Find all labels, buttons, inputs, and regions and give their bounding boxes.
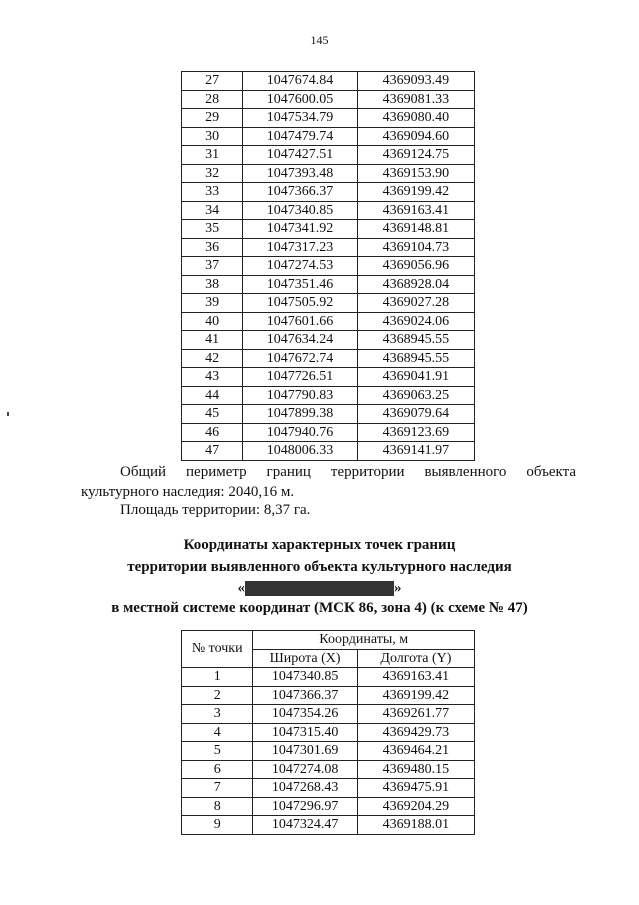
quote-open: « bbox=[237, 580, 245, 596]
latitude-cell: 1047634.24 bbox=[243, 331, 357, 350]
point-number-cell: 27 bbox=[182, 72, 243, 91]
point-number-cell: 2 bbox=[182, 686, 253, 705]
latitude-cell: 1047268.43 bbox=[253, 779, 357, 798]
latitude-cell: 1047601.66 bbox=[243, 312, 357, 331]
table-body bbox=[182, 72, 475, 461]
longitude-cell: 4369079.64 bbox=[357, 405, 474, 424]
latitude-cell: 1047672.74 bbox=[243, 349, 357, 368]
longitude-cell: 4369104.73 bbox=[357, 238, 474, 257]
point-number-cell: 29 bbox=[182, 109, 243, 128]
longitude-cell: 4369027.28 bbox=[357, 294, 474, 313]
point-number-cell: 28 bbox=[182, 90, 243, 109]
longitude-cell: 4369148.81 bbox=[357, 220, 474, 239]
longitude-cell: 4369124.75 bbox=[357, 146, 474, 165]
table-row bbox=[182, 109, 475, 128]
area-text: Площадь территории: 8,37 га. bbox=[120, 502, 311, 518]
point-number-cell: 1 bbox=[182, 668, 253, 687]
point-number-cell: 41 bbox=[182, 331, 243, 350]
longitude-cell: 4369080.40 bbox=[357, 109, 474, 128]
quote-close: » bbox=[394, 580, 402, 596]
latitude-cell: 1047427.51 bbox=[243, 146, 357, 165]
longitude-cell: 4369261.77 bbox=[357, 705, 474, 724]
latitude-cell: 1047317.23 bbox=[243, 238, 357, 257]
latitude-cell: 1047340.85 bbox=[243, 201, 357, 220]
point-number-cell: 5 bbox=[182, 742, 253, 761]
section-heading-object-name bbox=[0, 578, 639, 598]
longitude-cell: 4369475.91 bbox=[357, 779, 474, 798]
table-row bbox=[182, 797, 475, 816]
longitude-cell: 4369063.25 bbox=[357, 386, 474, 405]
longitude-cell: 4368928.04 bbox=[357, 275, 474, 294]
scan-speck bbox=[7, 412, 9, 416]
point-number-cell: 32 bbox=[182, 164, 243, 183]
header-coordinates: Координаты, м bbox=[253, 631, 475, 650]
longitude-cell: 4369188.01 bbox=[357, 816, 474, 835]
table-row bbox=[182, 220, 475, 239]
latitude-cell: 1047600.05 bbox=[243, 90, 357, 109]
table-row bbox=[182, 723, 475, 742]
longitude-cell: 4369204.29 bbox=[357, 797, 474, 816]
latitude-cell: 1047351.46 bbox=[243, 275, 357, 294]
table-row bbox=[182, 72, 475, 91]
latitude-cell: 1047366.37 bbox=[243, 183, 357, 202]
point-number-cell: 33 bbox=[182, 183, 243, 202]
table-row bbox=[182, 349, 475, 368]
table-header bbox=[182, 631, 475, 668]
coordinates-table bbox=[181, 630, 475, 835]
table-row bbox=[182, 668, 475, 687]
table-row bbox=[182, 423, 475, 442]
longitude-cell: 4369163.41 bbox=[357, 201, 474, 220]
point-number-cell: 8 bbox=[182, 797, 253, 816]
point-number-cell: 46 bbox=[182, 423, 243, 442]
latitude-cell: 1047899.38 bbox=[243, 405, 357, 424]
longitude-cell: 4369093.49 bbox=[357, 72, 474, 91]
point-number-cell: 37 bbox=[182, 257, 243, 276]
latitude-cell: 1047479.74 bbox=[243, 127, 357, 146]
latitude-cell: 1047274.08 bbox=[253, 760, 357, 779]
point-number-cell: 38 bbox=[182, 275, 243, 294]
point-number-cell: 42 bbox=[182, 349, 243, 368]
table-row bbox=[182, 686, 475, 705]
table-row bbox=[182, 257, 475, 276]
latitude-cell: 1048006.33 bbox=[243, 442, 357, 461]
point-number-cell: 34 bbox=[182, 201, 243, 220]
latitude-cell: 1047301.69 bbox=[253, 742, 357, 761]
table-row bbox=[182, 127, 475, 146]
point-number-cell: 9 bbox=[182, 816, 253, 835]
point-number-cell: 39 bbox=[182, 294, 243, 313]
header-point-number: № точки bbox=[182, 631, 253, 668]
table-row bbox=[182, 705, 475, 724]
point-number-cell: 30 bbox=[182, 127, 243, 146]
latitude-cell: 1047340.85 bbox=[253, 668, 357, 687]
section-heading-line1: Координаты характерных точек границ bbox=[183, 537, 456, 553]
latitude-cell: 1047341.92 bbox=[243, 220, 357, 239]
perimeter-text: Общий периметр границ территории выявленного объекта bbox=[120, 464, 576, 480]
longitude-cell: 4369123.69 bbox=[357, 423, 474, 442]
longitude-cell: 4369480.15 bbox=[357, 760, 474, 779]
header-longitude: Долгота (Y) bbox=[357, 649, 474, 668]
latitude-cell: 1047315.40 bbox=[253, 723, 357, 742]
longitude-cell: 4369199.42 bbox=[357, 686, 474, 705]
table-row bbox=[182, 331, 475, 350]
table-row bbox=[182, 238, 475, 257]
latitude-cell: 1047674.84 bbox=[243, 72, 357, 91]
table-body bbox=[182, 668, 475, 835]
point-number-cell: 44 bbox=[182, 386, 243, 405]
table-row bbox=[182, 742, 475, 761]
point-number-cell: 6 bbox=[182, 760, 253, 779]
latitude-cell: 1047393.48 bbox=[243, 164, 357, 183]
table-row bbox=[182, 275, 475, 294]
header-latitude: Широта (X) bbox=[253, 649, 357, 668]
page-number: 145 bbox=[310, 33, 329, 47]
table-row bbox=[182, 146, 475, 165]
latitude-cell: 1047790.83 bbox=[243, 386, 357, 405]
point-number-cell: 40 bbox=[182, 312, 243, 331]
latitude-cell: 1047354.26 bbox=[253, 705, 357, 724]
latitude-cell: 1047505.92 bbox=[243, 294, 357, 313]
longitude-cell: 4369056.96 bbox=[357, 257, 474, 276]
point-number-cell: 7 bbox=[182, 779, 253, 798]
table-row bbox=[182, 312, 475, 331]
longitude-cell: 4368945.55 bbox=[357, 331, 474, 350]
latitude-cell: 1047274.53 bbox=[243, 257, 357, 276]
point-number-cell: 45 bbox=[182, 405, 243, 424]
point-number-cell: 31 bbox=[182, 146, 243, 165]
longitude-cell: 4369141.97 bbox=[357, 442, 474, 461]
latitude-cell: 1047366.37 bbox=[253, 686, 357, 705]
table-row bbox=[182, 201, 475, 220]
latitude-cell: 1047940.76 bbox=[243, 423, 357, 442]
latitude-cell: 1047534.79 bbox=[243, 109, 357, 128]
longitude-cell: 4369024.06 bbox=[357, 312, 474, 331]
table-row bbox=[182, 294, 475, 313]
longitude-cell: 4369094.60 bbox=[357, 127, 474, 146]
point-number-cell: 47 bbox=[182, 442, 243, 461]
perimeter-text-continued: культурного наследия: 2040,16 м. bbox=[81, 484, 295, 500]
point-number-cell: 3 bbox=[182, 705, 253, 724]
table-row bbox=[182, 183, 475, 202]
latitude-cell: 1047324.47 bbox=[253, 816, 357, 835]
longitude-cell: 4369429.73 bbox=[357, 723, 474, 742]
point-number-cell: 35 bbox=[182, 220, 243, 239]
table-row bbox=[182, 760, 475, 779]
table-row bbox=[182, 368, 475, 387]
coordinates-table-continued bbox=[181, 71, 475, 461]
table-row bbox=[182, 386, 475, 405]
longitude-cell: 4369153.90 bbox=[357, 164, 474, 183]
latitude-cell: 1047726.51 bbox=[243, 368, 357, 387]
table-row bbox=[182, 405, 475, 424]
longitude-cell: 4369464.21 bbox=[357, 742, 474, 761]
table-row bbox=[182, 816, 475, 835]
redacted-object-name bbox=[245, 581, 394, 596]
longitude-cell: 4369163.41 bbox=[357, 668, 474, 687]
longitude-cell: 4369081.33 bbox=[357, 90, 474, 109]
point-number-cell: 43 bbox=[182, 368, 243, 387]
section-heading-line2: территории выявленного объекта культурного наследия bbox=[127, 559, 512, 575]
section-heading-line4: в местной системе координат (МСК 86, зона 4) (к схеме № 47) bbox=[111, 600, 528, 616]
table-row bbox=[182, 442, 475, 461]
longitude-cell: 4369041.91 bbox=[357, 368, 474, 387]
point-number-cell: 4 bbox=[182, 723, 253, 742]
table-row bbox=[182, 779, 475, 798]
point-number-cell: 36 bbox=[182, 238, 243, 257]
latitude-cell: 1047296.97 bbox=[253, 797, 357, 816]
longitude-cell: 4369199.42 bbox=[357, 183, 474, 202]
longitude-cell: 4368945.55 bbox=[357, 349, 474, 368]
table-row bbox=[182, 164, 475, 183]
table-row bbox=[182, 90, 475, 109]
